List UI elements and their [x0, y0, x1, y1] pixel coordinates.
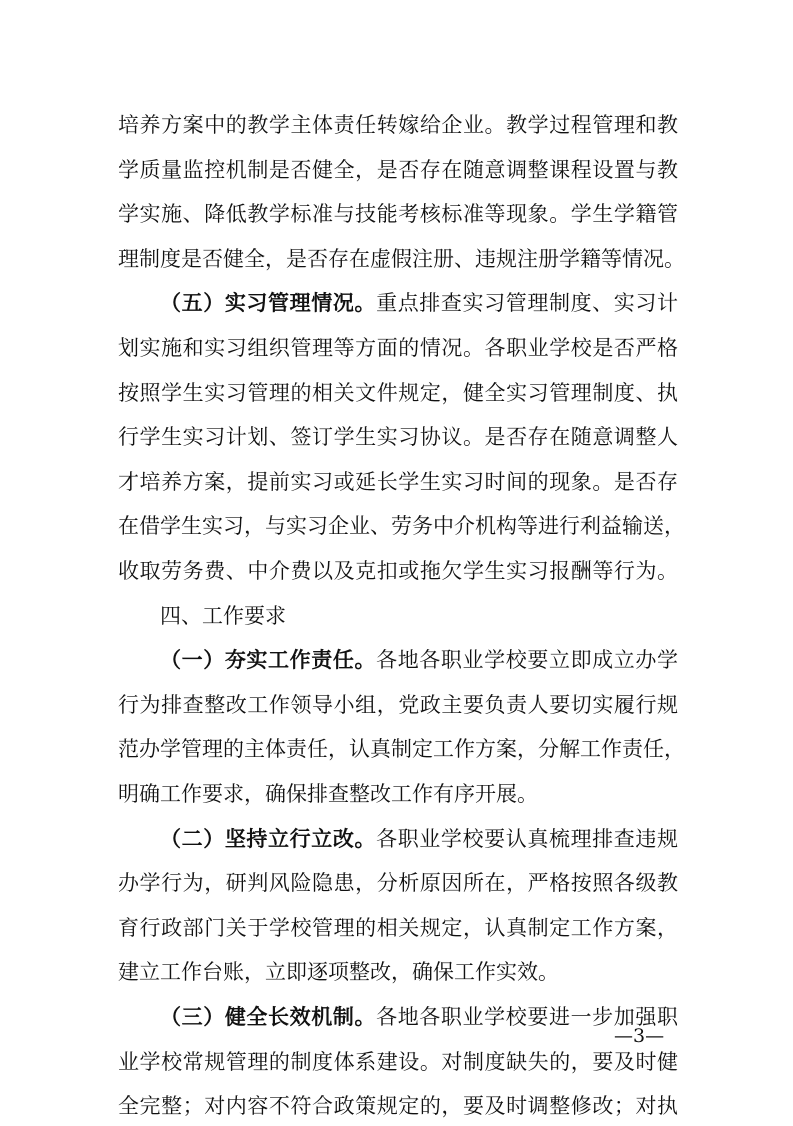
item-2-title: （二）坚持立行立改。 — [160, 825, 377, 851]
body-line: 才培养方案，提前实习或延长学生实习时间的现象。是否存 — [118, 469, 678, 494]
body-line: 学质量监控机制是否健全，是否存在随意调整课程设置与教 — [118, 157, 678, 182]
body-line: 明确工作要求，确保排查整改工作有序开展。 — [118, 782, 538, 806]
item-2-text: 各职业学校要认真梳理排查违规 — [376, 826, 679, 851]
item-1-title: （一）夯实工作责任。 — [160, 647, 377, 673]
section-heading: 四、工作要求 — [160, 603, 286, 628]
body-line: 业学校常规管理的制度体系建设。对制度缺失的，要及时健 — [118, 1049, 678, 1074]
body-line: 在借学生实习，与实习企业、劳务中介机构等进行利益输送， — [118, 514, 685, 539]
page-number: —3— — [614, 1025, 665, 1047]
body-line: 行为排查整改工作领导小组，党政主要负责人要切实履行规 — [118, 692, 678, 717]
body-line: 行学生实习计划、签订学生实习协议。是否存在随意调整人 — [118, 425, 678, 450]
body-line: 按照学生实习管理的相关文件规定，健全实习管理制度、执 — [118, 380, 678, 405]
body-line: 范办学管理的主体责任，认真制定工作方案，分解工作责任， — [118, 737, 685, 762]
body-line: 收取劳务费、中介费以及克扣或拖欠学生实习报酬等行为。 — [118, 559, 678, 583]
body-line: 划实施和实习组织管理等方面的情况。各职业学校是否严格 — [118, 336, 678, 360]
section-5-title: （五）实习管理情况。 — [160, 290, 377, 316]
body-line: 办学行为，研判风险隐患，分析原因所在，严格按照各级教 — [118, 871, 678, 896]
body-line: 理制度是否健全，是否存在虚假注册、违规注册学籍等情况。 — [118, 246, 685, 271]
body-line: 学实施、降低教学标准与技能考核标准等现象。学生学籍管 — [118, 202, 678, 227]
item-3-text: 各地各职业学校要进一步加强职 — [376, 1005, 679, 1029]
item-1-text: 各地各职业学校要立即成立办学 — [376, 648, 679, 673]
section-5-text: 重点排查实习管理制度、实习计 — [376, 291, 679, 316]
body-line: 育行政部门关于学校管理的相关规定，认真制定工作方案， — [118, 915, 678, 940]
body-line: 培养方案中的教学主体责任转嫁给企业。教学过程管理和教 — [118, 113, 678, 137]
body-line: 全完整；对内容不符合政策规定的，要及时调整修改；对执 — [118, 1094, 678, 1119]
item-3-title: （三）健全长效机制。 — [160, 1004, 377, 1029]
body-line: 建立工作台账，立即逐项整改，确保工作实效。 — [118, 960, 559, 985]
